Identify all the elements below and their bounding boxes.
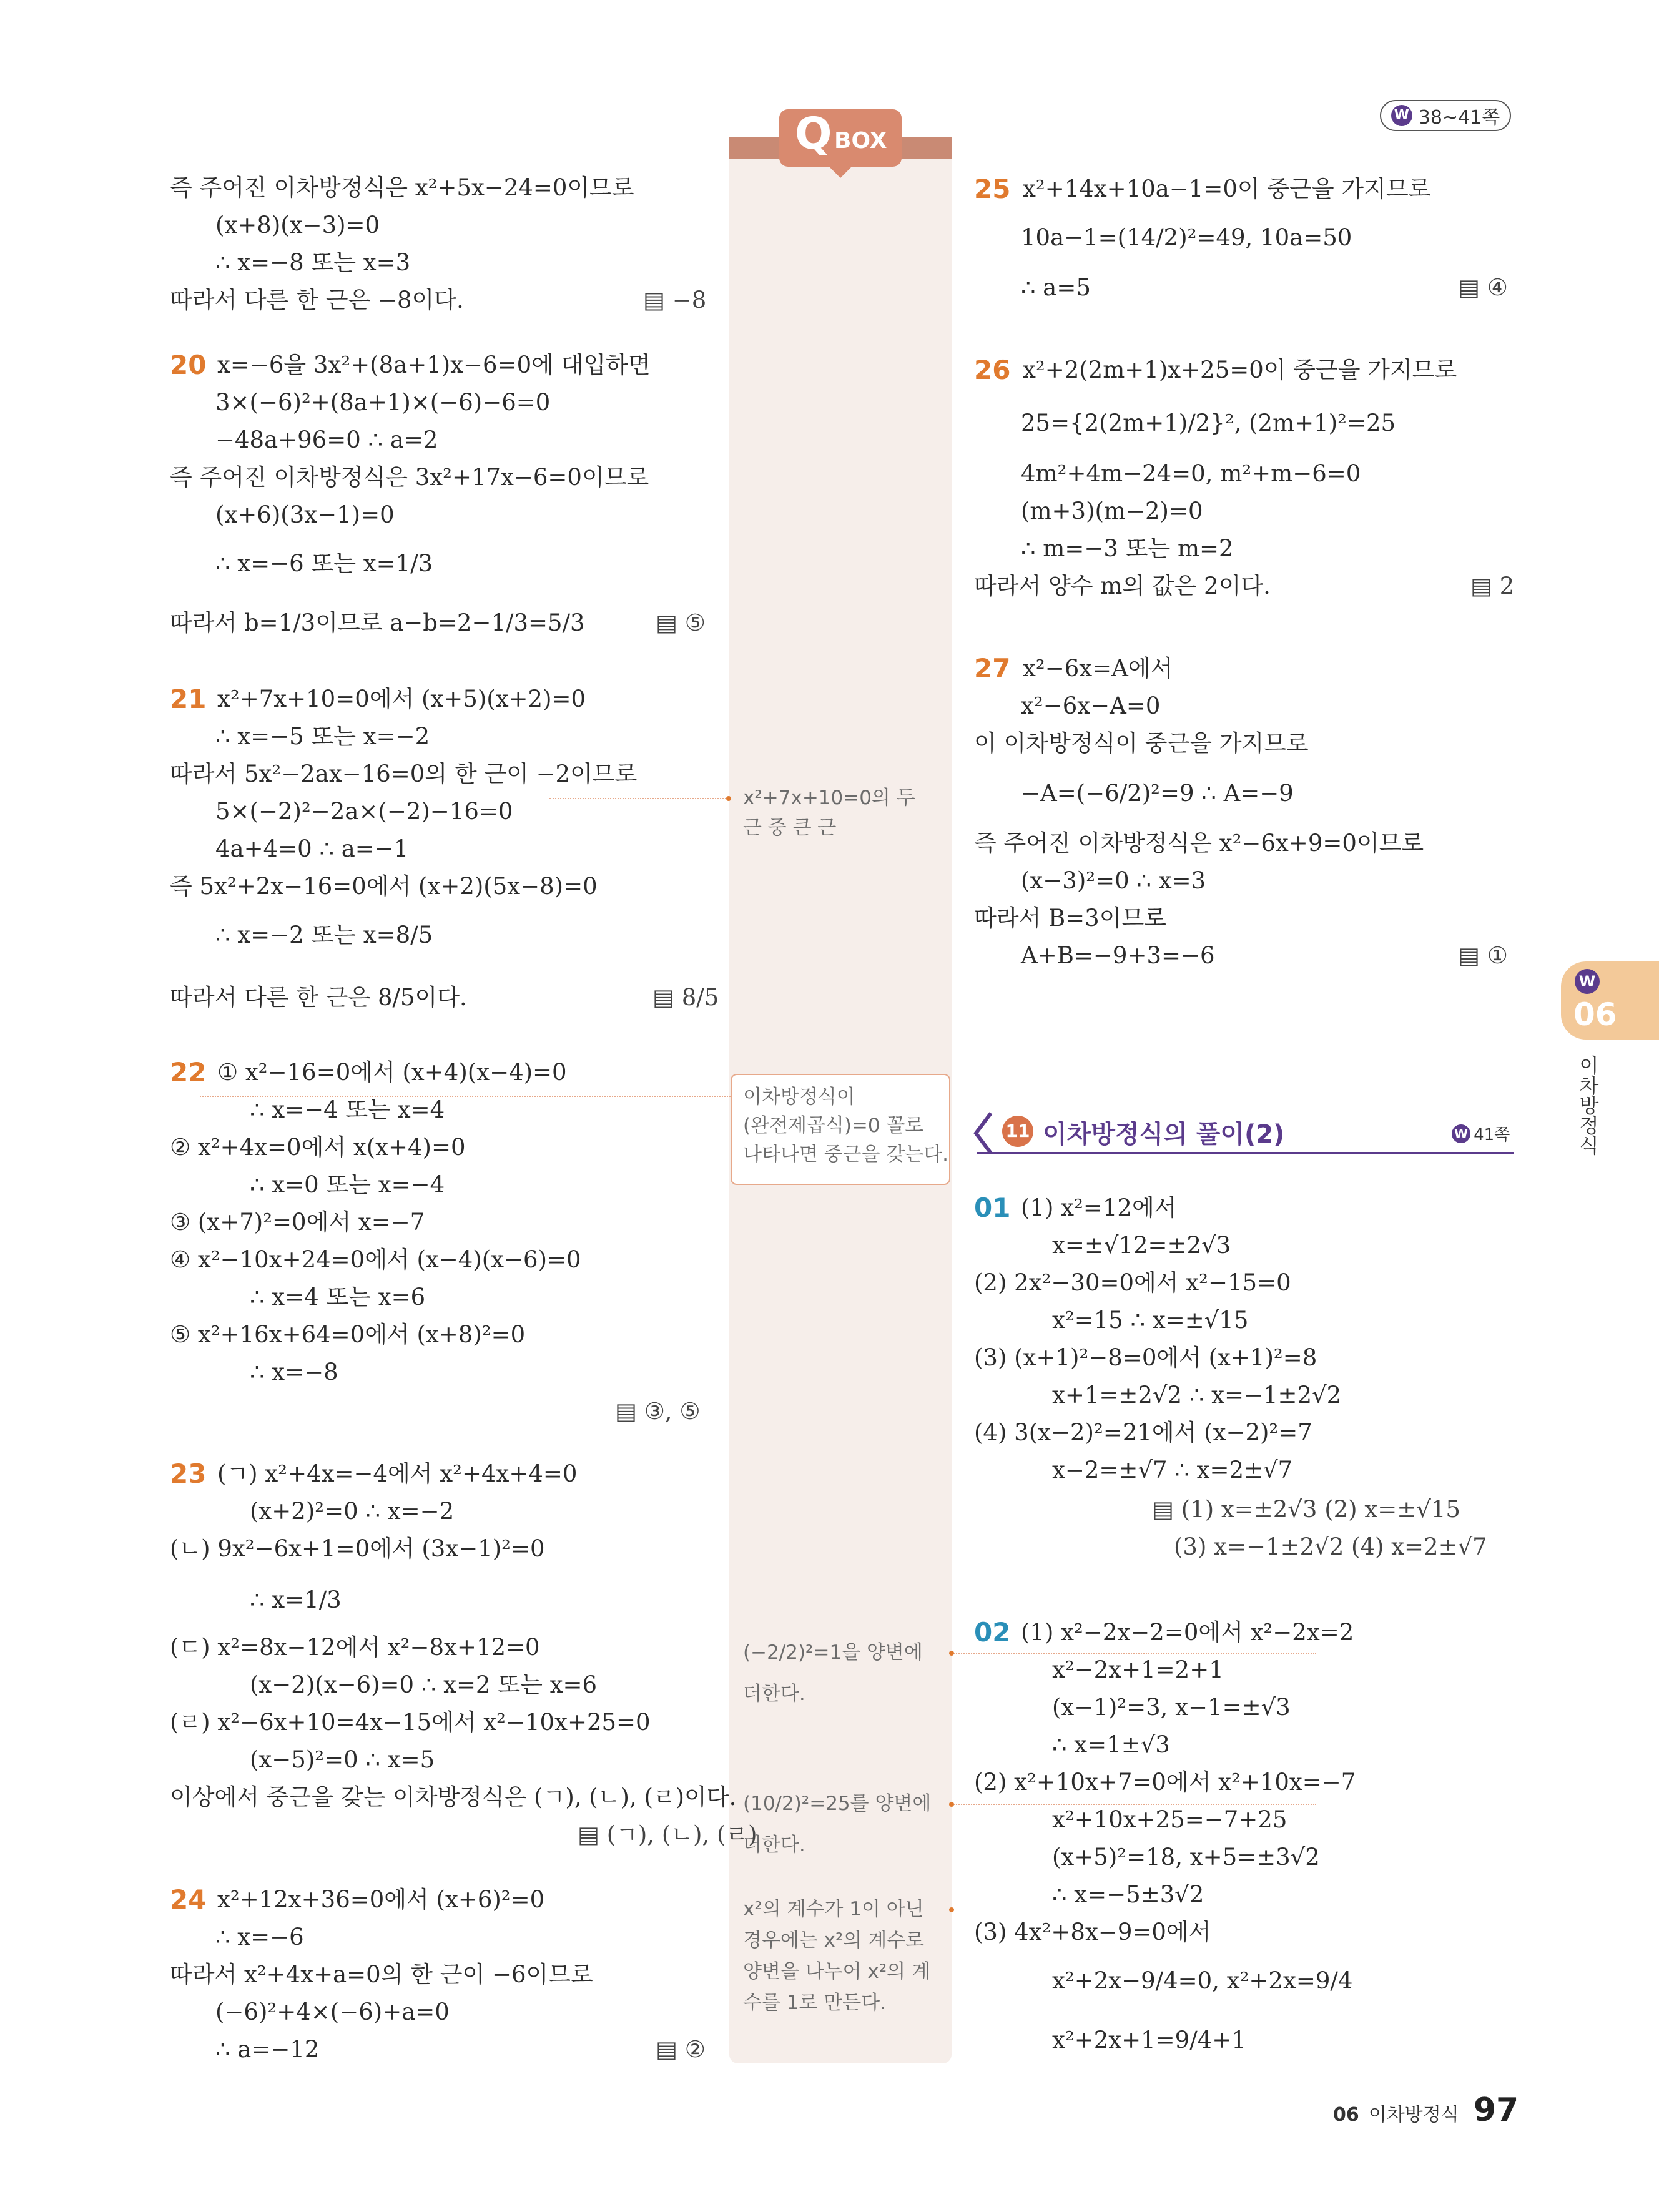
- p27-line: x²−6x−A=0: [1021, 692, 1161, 719]
- p20-line: x=−6을 3x²+(8a+1)x−6=0에 대입하면: [217, 351, 651, 378]
- p26-line: x²+2(2m+1)x+25=0이 중근을 가지므로: [1023, 356, 1457, 383]
- problem-number-20: 20: [170, 350, 207, 380]
- problem-number-23: 23: [170, 1458, 207, 1489]
- p25-line: 10a−1=(14/2)²=49, 10a=50: [1021, 224, 1352, 251]
- s02-line: x²+10x+25=−7+25: [1052, 1806, 1287, 1833]
- answer-icon: ▤: [1458, 274, 1487, 301]
- connector-line: [954, 1804, 1316, 1805]
- p21-line: ∴ x=−5 또는 x=−2: [215, 723, 430, 750]
- side-tab-chapter: 06: [1573, 996, 1617, 1033]
- p26-answer: [1470, 572, 1514, 601]
- w-icon: W: [1391, 105, 1412, 126]
- p24-answer: [656, 2035, 706, 2064]
- s01-answer-text: (1) x=±2√3 (2) x=±√15: [1181, 1496, 1460, 1523]
- p22-line: ② x²+4x=0에서 x(x+4)=0: [170, 1134, 466, 1161]
- exercise-number-01: 01: [974, 1192, 1011, 1223]
- p23-line: (ㄴ) 9x²−6x+1=0에서 (3x−1)²=0: [170, 1535, 545, 1562]
- p24-line: ∴ a=−12: [215, 2036, 320, 2063]
- p21-line: 즉 5x²+2x−16=0에서 (x+2)(5x−8)=0: [170, 873, 598, 900]
- problem-number-26: 26: [974, 355, 1011, 385]
- s02-line: (3) 4x²+8x−9=0에서: [974, 1919, 1211, 1945]
- p27-line: −A=(−6/2)²=9 ∴ A=−9: [1021, 780, 1294, 807]
- qbox-note-02g: 양변을 나누어 x²의 계: [743, 1960, 930, 1983]
- p21-line: 4a+4=0 ∴ a=−1: [215, 835, 409, 862]
- p27-line: (x−3)²=0 ∴ x=3: [1021, 867, 1206, 894]
- p26-line: 따라서 양수 m의 값은 2이다.: [974, 573, 1271, 599]
- p19-line: ∴ x=−8 또는 x=3: [215, 249, 411, 276]
- s02-line: x²−2x+1=2+1: [1052, 1656, 1224, 1683]
- answer-icon: ▤: [615, 1398, 644, 1425]
- p23-line: (ㄱ) x²+4x=−4에서 x²+4x+4=0: [217, 1460, 578, 1487]
- p25-line: x²+14x+10a−1=0이 중근을 가지므로: [1023, 175, 1431, 202]
- qbox-note-02e: x²의 계수가 1이 아닌: [743, 1898, 924, 1920]
- p20-line: 3×(−6)²+(8a+1)×(−6)−6=0: [215, 389, 551, 416]
- w-icon: W: [1575, 969, 1600, 994]
- connector-dot: [726, 796, 731, 801]
- p21-line: ∴ x=−2 또는 x=8/5: [215, 922, 433, 948]
- p19-line: 즉 주어진 이차방정식은 x²+5x−24=0이므로: [170, 174, 634, 201]
- p27-line: 즉 주어진 이차방정식은 x²−6x+9=0이므로: [974, 830, 1424, 857]
- p24-line: 따라서 x²+4x+a=0의 한 근이 −6이므로: [170, 1961, 593, 1988]
- qbox-note-21b: 근 중 큰 근: [743, 817, 837, 839]
- page-ref-badge: [1380, 100, 1511, 131]
- p23-line: ∴ x=1/3: [250, 1586, 342, 1613]
- p22-line: ③ (x+7)²=0에서 x=−7: [170, 1209, 425, 1236]
- p27-line: 따라서 B=3이므로: [974, 905, 1166, 931]
- p23-answer-text: (ㄱ), (ㄴ), (ㄹ): [606, 1821, 757, 1848]
- problem-number-21: 21: [170, 684, 207, 714]
- p20-line: −48a+96=0 ∴ a=2: [215, 426, 438, 453]
- s01-line: (2) 2x²−30=0에서 x²−15=0: [974, 1269, 1291, 1296]
- s02-line: (1) x²−2x−2=0에서 x²−2x=2: [1021, 1619, 1354, 1646]
- p25-answer-text: ④: [1487, 274, 1508, 301]
- section-page-ref-text: 41쪽: [1474, 1126, 1510, 1144]
- qbox-title: Q: [795, 108, 832, 159]
- p20-line: (x+6)(3x−1)=0: [215, 501, 395, 528]
- s01-answer: [1174, 1533, 1487, 1561]
- p20-answer-text: ⑤: [684, 609, 706, 636]
- p19-answer: [643, 286, 706, 315]
- p27-line: A+B=−9+3=−6: [1021, 942, 1215, 969]
- p21-line: 따라서 5x²−2ax−16=0의 한 근이 −2이므로: [170, 760, 638, 787]
- p22-line: ∴ x=−8: [250, 1359, 338, 1385]
- qbox-note-02b: 더한다.: [743, 1683, 805, 1705]
- p26-line: ∴ m=−3 또는 m=2: [1021, 535, 1234, 562]
- connector-line: [954, 1653, 1316, 1654]
- problem-number-22: 22: [170, 1057, 207, 1088]
- connector-dot: [949, 1651, 954, 1656]
- s02-line: ∴ x=1±√3: [1052, 1731, 1170, 1758]
- s01-line: x=±√12=±2√3: [1052, 1232, 1231, 1259]
- s02-line: ∴ x=−5±3√2: [1052, 1881, 1204, 1908]
- qbox-note-box-22: [731, 1074, 950, 1185]
- connector-dot: [949, 1802, 954, 1807]
- p26-line: 4m²+4m−24=0, m²+m−6=0: [1021, 460, 1361, 487]
- section-page-ref: [1452, 1122, 1510, 1145]
- answer-icon: ▤: [643, 287, 672, 313]
- p25-line: ∴ a=5: [1021, 274, 1091, 301]
- s02-line: x²+2x+1=9/4+1: [1052, 2027, 1246, 2053]
- p26-line: 25={2(2m+1)/2}², (2m+1)²=25: [1021, 410, 1396, 436]
- p24-answer-text: ②: [684, 2036, 706, 2063]
- p23-line: 이상에서 중근을 갖는 이차방정식은 (ㄱ), (ㄴ), (ㄹ)이다.: [170, 1784, 737, 1811]
- p22-line: ⑤ x²+16x+64=0에서 (x+8)²=0: [170, 1321, 526, 1348]
- p22-line: ① x²−16=0에서 (x+4)(x−4)=0: [217, 1059, 567, 1086]
- p21-line: 따라서 다른 한 근은 8/5이다.: [170, 984, 467, 1011]
- s02-line: (x−1)²=3, x−1=±√3: [1052, 1694, 1291, 1721]
- p27-answer-text: ①: [1487, 942, 1508, 969]
- p22-line: ∴ x=−4 또는 x=4: [250, 1096, 445, 1123]
- qbox-note-02h: 수를 1로 만든다.: [743, 1992, 886, 2014]
- p27-line: x²−6x=A에서: [1023, 655, 1173, 682]
- p21-answer: [652, 983, 719, 1012]
- p20-answer: [656, 609, 706, 637]
- section-header: [971, 1108, 1514, 1158]
- exercise-number-02: 02: [974, 1617, 1011, 1648]
- answer-icon: ▤: [1152, 1496, 1181, 1523]
- page-ref-text: 38~41쪽: [1418, 107, 1500, 129]
- s01-line: (4) 3(x−2)²=21에서 (x−2)²=7: [974, 1419, 1312, 1446]
- s01-line: x−2=±√7 ∴ x=2±√7: [1052, 1457, 1293, 1483]
- chapter-side-tab[interactable]: [1561, 961, 1659, 1040]
- p23-line: (x+2)²=0 ∴ x=−2: [250, 1498, 455, 1525]
- s01-answer: [1152, 1495, 1460, 1524]
- p26-line: (m+3)(m−2)=0: [1021, 498, 1203, 524]
- p24-line: ∴ x=−6: [215, 1924, 304, 1950]
- answer-icon: ▤: [1458, 942, 1487, 969]
- p19-line: (x+8)(x−3)=0: [215, 212, 380, 238]
- answer-icon: ▤: [656, 2036, 685, 2063]
- problem-number-27: 27: [974, 653, 1011, 684]
- s02-line: (2) x²+10x+7=0에서 x²+10x=−7: [974, 1769, 1356, 1796]
- footer-chapter: 06: [1333, 2104, 1359, 2126]
- s01-line: (1) x²=12에서: [1021, 1194, 1177, 1221]
- footer-title: 이차방정식: [1368, 2104, 1459, 2126]
- s02-line: x²+2x−9/4=0, x²+2x=9/4: [1052, 1967, 1353, 1994]
- answer-icon: ▤: [652, 984, 682, 1011]
- qbox-note-22c: 나타나면 중근을 갖는다.: [743, 1143, 949, 1166]
- problem-number-24: 24: [170, 1884, 207, 1915]
- qbox-note-02c: (10/2)²=25를 양변에: [743, 1792, 932, 1815]
- answer-icon: ▤: [656, 609, 685, 636]
- page-number: 97: [1473, 2092, 1519, 2129]
- qbox-note-02a: (−2/2)²=1을 양변에: [743, 1641, 923, 1664]
- p25-answer: [1458, 273, 1508, 302]
- s01-answer-text: (3) x=−1±2√2 (4) x=2±√7: [1174, 1533, 1487, 1560]
- p26-answer-text: 2: [1499, 573, 1515, 599]
- connector-dot: [949, 1907, 954, 1912]
- p27-line: 이 이차방정식이 중근을 가지므로: [974, 730, 1309, 757]
- p19-answer-text: −8: [672, 287, 707, 313]
- p22-answer: [615, 1397, 701, 1426]
- p24-line: (−6)²+4×(−6)+a=0: [215, 1998, 450, 2025]
- p22-line: ∴ x=4 또는 x=6: [250, 1284, 426, 1310]
- p23-line: (ㄹ) x²−6x+10=4x−15에서 x²−10x+25=0: [170, 1709, 651, 1736]
- qbox-subtitle: BOX: [834, 128, 887, 154]
- p22-answer-text: ③, ⑤: [644, 1398, 701, 1425]
- p23-line: (ㄷ) x²=8x−12에서 x²−8x+12=0: [170, 1634, 540, 1661]
- section-title: 이차방정식의 풀이(2): [1043, 1120, 1285, 1149]
- connector-line: [549, 798, 726, 799]
- s01-line: (3) (x+1)²−8=0에서 (x+1)²=8: [974, 1344, 1317, 1371]
- p21-line: x²+7x+10=0에서 (x+5)(x+2)=0: [217, 686, 586, 712]
- qbox-note-02f: 경우에는 x²의 계수로: [743, 1929, 925, 1952]
- p19-line: 따라서 다른 한 근은 −8이다.: [170, 287, 464, 313]
- p27-answer: [1458, 941, 1508, 970]
- qbox-note-22a: 이차방정식이: [743, 1086, 855, 1108]
- footer: [1333, 2092, 1519, 2129]
- p22-line: ∴ x=0 또는 x=−4: [250, 1171, 445, 1198]
- side-tab-label: 이차방정식: [1576, 1055, 1600, 1155]
- answer-icon: ▤: [1470, 573, 1500, 599]
- s01-line: x+1=±2√2 ∴ x=−1±2√2: [1052, 1382, 1342, 1408]
- p20-line: 즉 주어진 이차방정식은 3x²+17x−6=0이므로: [170, 464, 649, 491]
- answer-icon: ▤: [578, 1821, 607, 1848]
- qbox-note-02d: 더한다.: [743, 1834, 805, 1856]
- qbox-note-21a: x²+7x+10=0의 두: [743, 787, 915, 809]
- s01-line: x²=15 ∴ x=±√15: [1052, 1307, 1249, 1334]
- p23-answer: [578, 1821, 757, 1849]
- s02-line: (x+5)²=18, x+5=±3√2: [1052, 1844, 1320, 1870]
- qbox-header: [729, 109, 952, 159]
- p23-line: (x−2)(x−6)=0 ∴ x=2 또는 x=6: [250, 1671, 597, 1698]
- w-icon: W: [1452, 1124, 1470, 1143]
- section-badge: 11: [1002, 1116, 1033, 1147]
- problem-number-25: 25: [974, 174, 1011, 204]
- p21-answer-text: 8/5: [681, 984, 719, 1011]
- qbox-note-22b: (완전제곱식)=0 꼴로: [743, 1114, 924, 1137]
- p20-line: 따라서 b=1/3이므로 a−b=2−1/3=5/3: [170, 609, 585, 636]
- p22-line: ④ x²−10x+24=0에서 (x−4)(x−6)=0: [170, 1246, 581, 1273]
- p24-line: x²+12x+36=0에서 (x+6)²=0: [217, 1886, 545, 1913]
- p21-line: 5×(−2)²−2a×(−2)−16=0: [215, 798, 513, 825]
- p20-line: ∴ x=−6 또는 x=1/3: [215, 550, 433, 577]
- p23-line: (x−5)²=0 ∴ x=5: [250, 1746, 435, 1773]
